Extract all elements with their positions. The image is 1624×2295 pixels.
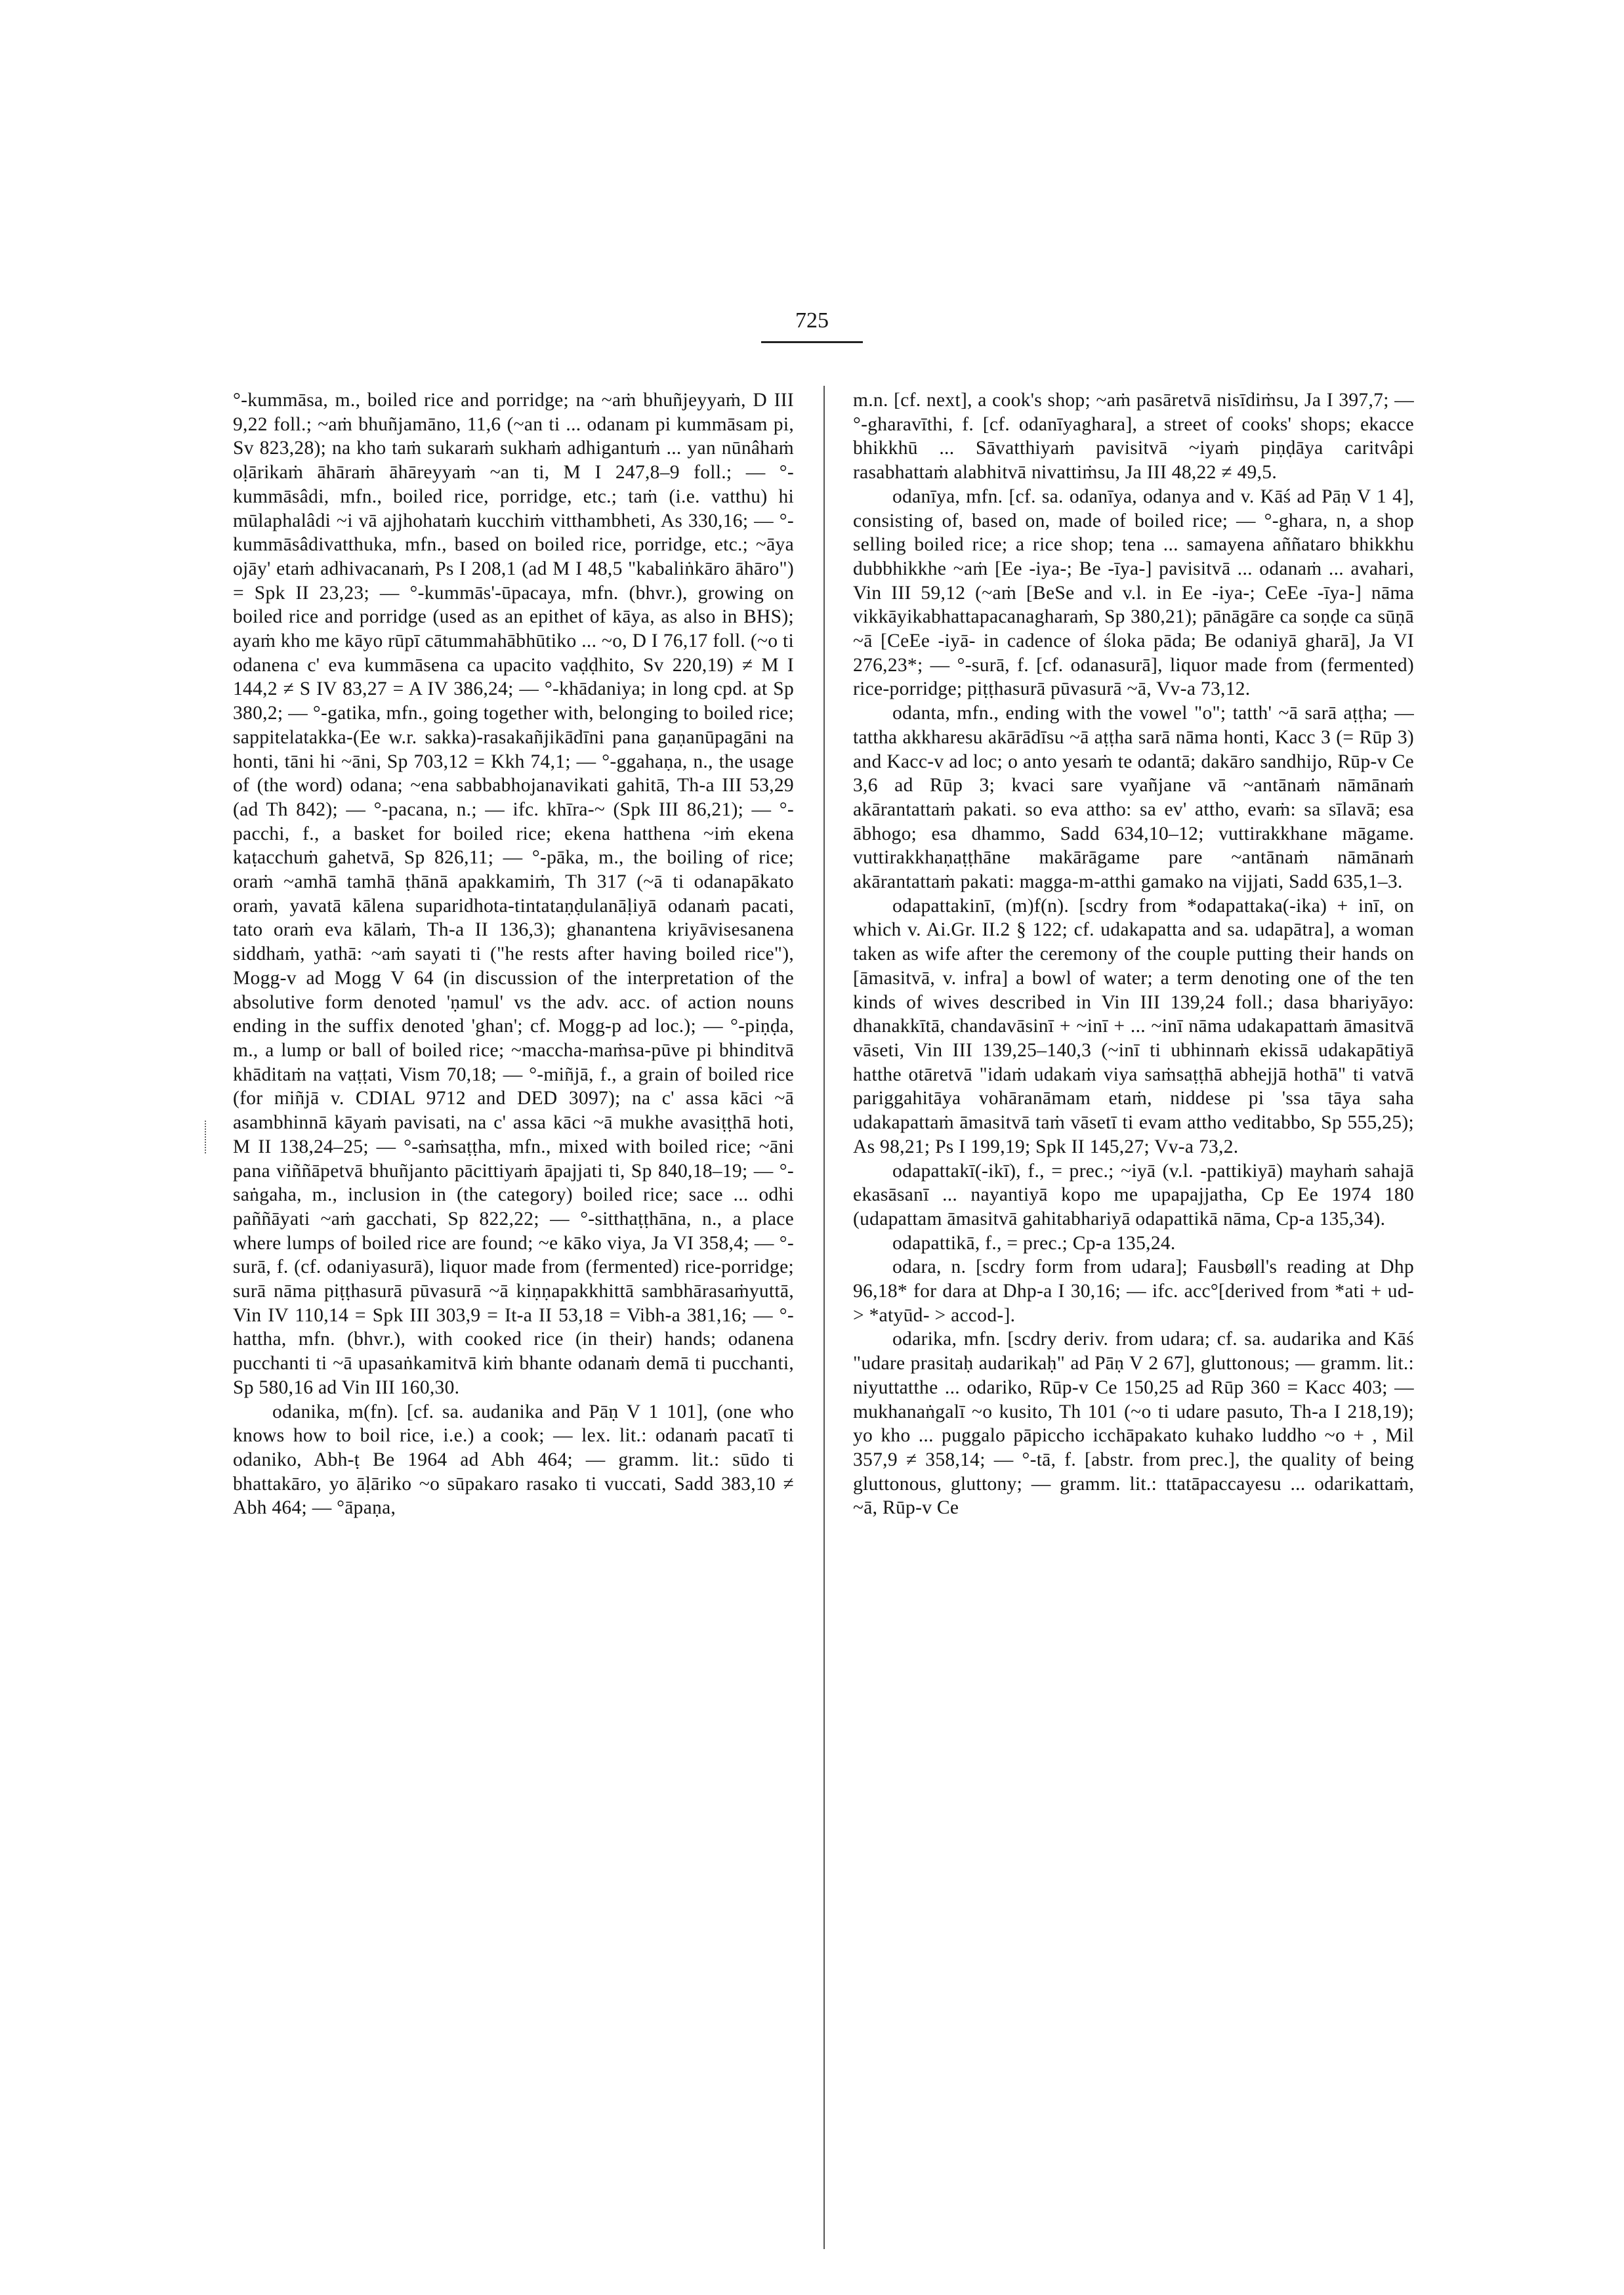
page-number-rule bbox=[761, 341, 863, 343]
entry-odanika: odanika, m(fn). [cf. sa. audanika and Pāṇ V 1 101], (one who knows how to boil rice, i.e.) a cook; — lex. lit.: odanaṁ pacatī ti odaniko, Abh-ṭ Be 1964 ad Abh 464; — gramm. lit.: sūdo ti bhattakāro, yo āḷāriko ~o sūpakaro rasako ti vuccati, Sadd 383,10 ≠ Abh 464; — °āpaṇa, bbox=[233, 1401, 794, 1519]
entry-kummasa: °-kummāsa, m., boiled rice and porridge; na ~aṁ bhuñjeyyaṁ, D III 9,22 foll.; ~aṁ bhuñjamāno, 11,6 (~an ti ... odanam pi kummāsam pi, Sv 823,28); na kho taṁ sukaraṁ sukhaṁ adhigantuṁ ... yan nūnâhaṁ oḷārikaṁ āhāraṁ āhāreyyaṁ ~an ti, M I 247,8–9 foll.; — °-kummāsâdi, mfn., boiled rice, porridge, etc.; taṁ (i.e. vatthu) hi mūlaphalâdi ~i vā ajjhohataṁ kucchiṁ vitthambheti, As 330,16; — °-kummāsâdivatthuka, mfn., based on boiled rice, porridge, etc.; ~āya ojāy' etaṁ adhivacanaṁ, Ps I 208,1 (ad M I 48,5 "kabaliṅkāro āhāro") = Spk II 23,23; — °-kummās'-ūpacaya, mfn. (bhvr.), growing on boiled rice and porridge (used as an epithet of kāya, as also in BHS); ayaṁ kho me kāyo rūpī cātummahābhūtiko ... ~o, D I 76,17 foll. (~o ti odanena c' eva kummāsena ca upacito vaḍḍhito, Sv 220,19) ≠ M I 144,2 ≠ S IV 83,27 = A IV 386,24; — °-khādaniya; in long cpd. at Sp 380,2; — °-gatika, mfn., going together with, belonging to boiled rice; sappitelatakka-(Ee w.r. sakka)-rasakañjikādīni pana gaṇanūpagāni na honti, tāni hi ~āni, Sp 703,12 = Kkh 74,1; — °-ggahaṇa, n., the usage of (the word) odana; ~ena sabbabhojanavikati gahitā, Th-a III 53,29 (ad Th 842); — °-pacana, n.; — ifc. khīra-~ (Spk III 86,21); — °-pacchi, f., a basket for boiled rice; ekena hatthena ~iṁ ekena kaṭacchuṁ gahetvā, Sp 826,11; — °-pāka, m., the boiling of rice; oraṁ ~amhā tamhā ṭhānā apakkamiṁ, Th 317 (~ā ti odanapākato oraṁ, yavatā kālena suparidhota-tintataṇḍulanāḷiyā odanaṁ pacati, tato oraṁ eva kālaṁ, Th-a II 136,3); ghanantena kriyāvisesanena siddhaṁ, yathā: ~aṁ sayati ti ("he rests after having boiled rice"), Mogg-v ad Mogg V 64 (in discussion of the interpretation of the absolutive form denoted 'ṇamul' vs the adv. acc. of action nouns ending in the suffix denoted 'ghan'; cf. Mogg-p ad loc.); — °-piṇḍa, m., a lump or ball of boiled rice; ~maccha-maṁsa-pūve pi bhinditvā khāditaṁ na vaṭṭati, Vism 70,18; — °-miñjā, f., a grain of boiled rice (for miñjā v. CDIAL 9712 and DED 3097); na c' assa kāci ~ā asambhinnā kāyaṁ pavisati, na c' assa kāci ~ā mukhe avasiṭṭhā hoti, M II 138,24–25; — °-saṁsaṭṭha, mfn., mixed with boiled rice; ~āni pana viññāpetvā bhuñjanto pācittiyaṁ āpajjati ti, Sp 840,18–19; — °-saṅgaha, m., inclusion in (the category) boiled rice; sace ... odhi paññāyati ~aṁ gacchati, Sp 822,22; — °-sitthaṭṭhāna, n., a place where lumps of boiled rice are found; ~e kāko viya, Ja VI 358,4; — °-surā, f. (cf. odaniyasurā), liquor made from (fermented) rice-porridge; surā nāma piṭṭhasurā pūvasurā ~ā kiṇṇapakkhittā sambhārasaṁyuttā, Vin IV 110,14 = Spk III 303,9 = It-a II 53,18 = Vibh-a 381,16; — °-hattha, mfn. (bhvr.), with cooked rice (in their) hands; odanena pucchanti ti ~ā upasaṅkamitvā kiṁ bhante odanaṁ demā ti pucchanti, Sp 580,16 ad Vin III 160,30. bbox=[233, 390, 794, 1398]
entry-odara: odara, n. [scdry form from udara]; Fausbøll's reading at Dhp 96,18* for dara at Dhp-a I 30,16; — ifc. acc°[derived from *ati + ud- > *atyūd- > accod-]. bbox=[853, 1256, 1414, 1326]
entry-odaniya: odanīya, mfn. [cf. sa. odanīya, odanya and v. Kāś ad Pāṇ V 1 4], consisting of, based on, made of boiled rice; — °-ghara, n, a shop selling boiled rice; a rice shop; tena ... samayena aññataro bhikkhu dubbhikkhe ~aṁ [Ee -iya-; Be -īya-] pavisitvā ... odanaṁ ... avahari, Vin III 59,12 (~aṁ [BeSe and v.l. in Ee -iya-; CeEe -īya-] nāma vikkāyikabhattapacanagharaṁ, Sp 380,21); pānāgāre ca soṇḍe ca sūṇā ~ā [CeEe -iyā- in cadence of śloka pāda; Be odaniyā gharā], Ja VI 276,23*; — °-surā, f. [cf. odanasurā], liquor made from (fermented) rice-porridge; piṭṭhasurā pūvasurā ~ā, Vv-a 73,12. bbox=[853, 486, 1414, 700]
column-divider bbox=[823, 386, 825, 2249]
entry-odapattakini: odapattakinī, (m)f(n). [scdry from *odapattaka(-ika) + inī, on which v. Ai.Gr. II.2 § 122; cf. udakapatta and sa. udapātra], a woman taken as wife after the ceremony of the couple putting their hands on [āmasitvā, v. infra] a bowl of water; a term denoting one of the ten kinds of wives described in Vin III 139,24 foll.; dasa bhariyāyo: dhanakkītā, chandavāsinī + ~inī + ... ~inī nāma udakapattaṁ āmasitvā vāseti, Vin III 139,25–140,3 (~inī ti ubhinnaṁ ekissā udakapātiyā hatthe otāretvā "idaṁ udakaṁ viya saṁsaṭṭhā abhejjā hothā" ti vatvā pariggahitāya vohāranāmam etaṁ, niddese pi 'ssa tāya saha udakapattaṁ āmasitvā taṁ vāsetī ti evam attho veditabbo, Sp 555,25); As 98,21; Ps I 199,19; Spk II 145,27; Vv-a 73,2. bbox=[853, 895, 1414, 1157]
entry-odarika: odarika, mfn. [scdry deriv. from udara; cf. sa. audarika and Kāś "udare prasitaḥ audarikaḥ" ad Pāṇ V 2 67], gluttonous; — gramm. lit.: niyuttatthe ... odariko, Rūp-v Ce 150,25 ad Rūp 360 = Kacc 403; — mukhanaṅgalī ~o kusito, Th 101 (~o ti udare pasuto, Th-a I 218,19); yo kho ... puggalo pāpiccho icchāpakato kuhako luddho ~o + , Mil 357,9 ≠ 358,14; — °-tā, f. [abstr. from prec.], the quality of being gluttonous, gluttony; — gramm. lit.: ttatāpaccayesu ... odarikattaṁ, ~ā, Rūp-v Ce bbox=[853, 1329, 1414, 1519]
entry-odanika-continued: m.n. [cf. next], a cook's shop; ~aṁ pasāretvā nisīdiṁsu, Ja I 397,7; — °-gharavīthi, f. [cf. odanīyaghara], a street of cooks' shops; ekacce bhikkhū ... Sāvatthiyaṁ pavisitvā ~iyaṁ piṇḍāya caritvâpi rasabhattaṁ alabhitvā nivattiṁsu, Ja III 48,22 ≠ 49,5. bbox=[853, 390, 1414, 484]
entry-odanta: odanta, mfn., ending with the vowel "o"; tatth' ~ā sarā aṭṭha; — tattha akkharesu akārādīsu ~ā aṭṭha sarā nāma honti, Kacc 3 (= Rūp 3) and Kacc-v ad loc; o anto yesaṁ te odantā; dakāro sandhijo, Rūp-v Ce 3,6 ad Rūp 3; kvaci sare vyañjane vā ~antānaṁ nāmānaṁ akārantattaṁ pakati. so eva attho: sa ev' attho, evaṁ: sa sīlavā; esa ābhogo; esa dhammo, Sadd 634,10–12; vuttirakkhane māgame. vuttirakkhaṇaṭṭhāne makārāgame pare ~antānaṁ nāmānaṁ akārantattaṁ pakati: magga-m-atthi gamako na vijjati, Sadd 635,1–3. bbox=[853, 703, 1414, 893]
margin-tick bbox=[205, 1121, 206, 1153]
right-column bbox=[853, 388, 1414, 1520]
entry-odapattaki: odapattakī(-ikī), f., = prec.; ~iyā (v.l. -pattikiyā) mayhaṁ sahajā ekasāsanī ... nayantiyā kopo me upapajjatha, Cp Ee 1974 180 (udapattam āmasitvā gahitabhariyā odapattikā nāma, Cp-a 135,34). bbox=[853, 1160, 1414, 1230]
entry-odapattika: odapattikā, f., = prec.; Cp-a 135,24. bbox=[892, 1232, 1176, 1254]
page-number: 725 bbox=[795, 308, 829, 333]
left-column bbox=[233, 388, 794, 1520]
